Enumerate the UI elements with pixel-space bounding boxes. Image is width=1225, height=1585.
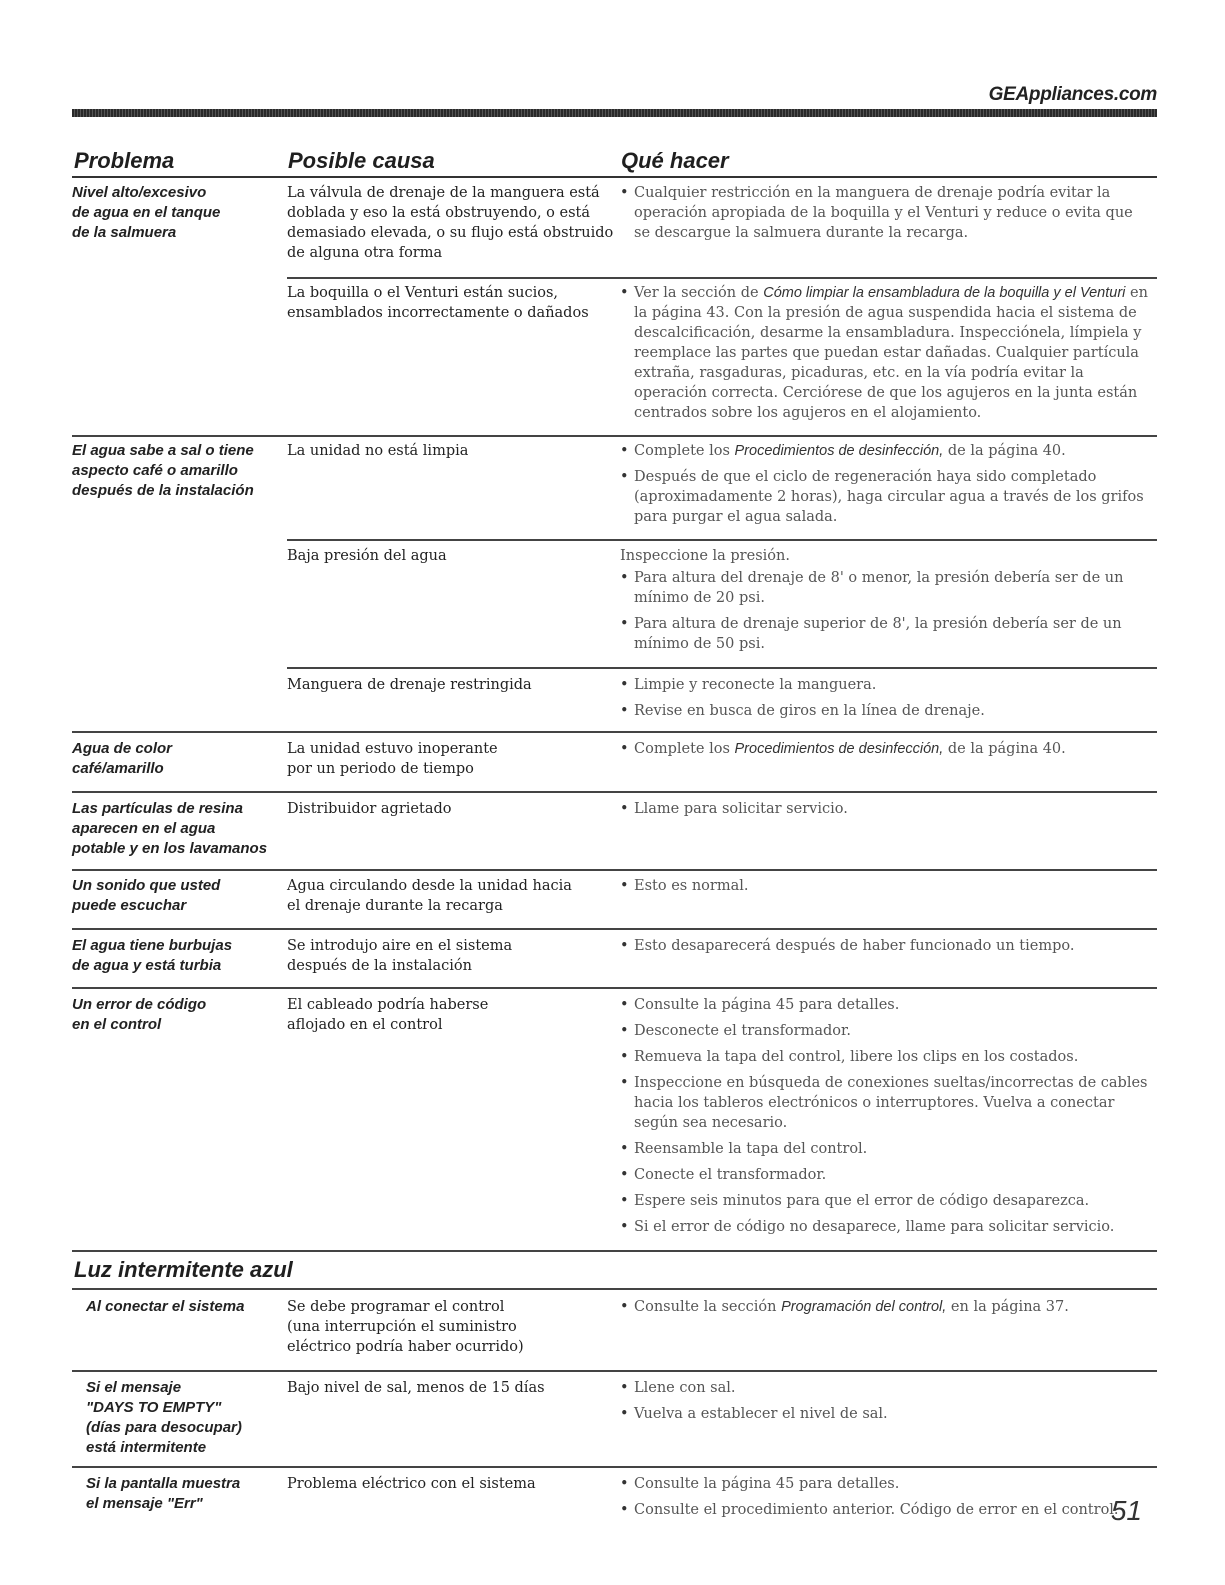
problem-text: Nivel alto/excesivo de agua en el tanque de la salmuera bbox=[72, 184, 221, 241]
fix-item: • Desconecte el transformador. bbox=[620, 1021, 1150, 1041]
fix-list bbox=[620, 675, 1150, 727]
problem-text: Si el mensaje "DAYS TO EMPTY" (días para desocupar) está intermitente bbox=[86, 1379, 242, 1456]
problem-text: Un error de código en el control bbox=[72, 996, 207, 1033]
fix-item: • Consulte el procedimiento anterior. Código de error en el control. bbox=[620, 1500, 1150, 1520]
problem-text: El agua tiene burbujas de agua y está turbia bbox=[72, 937, 233, 974]
row-divider bbox=[287, 539, 1157, 541]
header-cause: Posible causa bbox=[288, 148, 435, 173]
fix-item: • Remueva la tapa del control, libere los clips en los costados. bbox=[620, 1047, 1150, 1067]
problem-text: Al conectar el sistema bbox=[86, 1298, 245, 1315]
fix-reference: Cómo limpiar la ensambladura de la boquilla y el Venturi bbox=[763, 285, 1126, 301]
problem-text: Un sonido que usted puede escuchar bbox=[72, 877, 221, 914]
fix-list bbox=[620, 546, 1150, 660]
fix-item: • Esto es normal. bbox=[620, 876, 1150, 896]
cause-text: Manguera de drenaje restringida bbox=[287, 677, 532, 693]
row-divider bbox=[72, 1370, 1157, 1372]
row-divider bbox=[72, 731, 1157, 733]
fix-item: • Esto desaparecerá después de haber funcionado un tiempo. bbox=[620, 936, 1150, 956]
cause-text: Distribuidor agrietado bbox=[287, 801, 452, 817]
fix-item: • Inspeccione en búsqueda de conexiones sueltas/incorrectas de cables hacia los tableros electrónicos o interruptores. Vuelva a conectar según sea necesario. bbox=[620, 1073, 1150, 1133]
row-divider bbox=[72, 987, 1157, 989]
problem-text: Las partículas de resina aparecen en el agua potable y en los lavamanos bbox=[72, 800, 268, 857]
cause-text: Se introdujo aire en el sistema después de la instalación bbox=[287, 938, 513, 974]
section-divider bbox=[72, 1250, 1157, 1252]
column-header-rule bbox=[72, 176, 1157, 178]
header-fix: Qué hacer bbox=[621, 148, 729, 173]
fix-item: • Para altura de drenaje superior de 8', la presión debería ser de un mínimo de 50 psi. bbox=[620, 614, 1150, 654]
fix-list bbox=[620, 799, 1150, 825]
problem-text: El agua sabe a sal o tiene aspecto café o amarillo después de la instalación bbox=[72, 442, 254, 499]
fix-list bbox=[620, 1474, 1150, 1526]
fix-list bbox=[620, 1297, 1150, 1323]
fix-item: • Consulte la sección Programación del control, en la página 37. bbox=[620, 1297, 1150, 1317]
cause-text: El cableado podría haberse aflojado en el control bbox=[287, 997, 489, 1033]
row-divider bbox=[287, 277, 1157, 279]
fix-item: • Llene con sal. bbox=[620, 1378, 1150, 1398]
header-problem: Problema bbox=[74, 148, 175, 173]
row-divider bbox=[72, 791, 1157, 793]
cause-text: Baja presión del agua bbox=[287, 548, 447, 564]
fix-list bbox=[620, 936, 1150, 962]
cause-text: Problema eléctrico con el sistema bbox=[287, 1476, 536, 1492]
cause-text: Agua circulando desde la unidad hacia el drenaje durante la recarga bbox=[287, 878, 572, 914]
site-url: GEAppliances.com bbox=[988, 84, 1157, 105]
page-number: 51 bbox=[1110, 1495, 1142, 1526]
fix-item: • Consulte la página 45 para detalles. bbox=[620, 1474, 1150, 1494]
cause-text: Bajo nivel de sal, menos de 15 días bbox=[287, 1380, 545, 1396]
row-divider bbox=[72, 869, 1157, 871]
fix-item: • Espere seis minutos para que el error de código desaparezca. bbox=[620, 1191, 1150, 1211]
problem-text: Si la pantalla muestra el mensaje "Err" bbox=[86, 1475, 241, 1512]
fix-item: • Cualquier restricción en la manguera de drenaje podría evitar la operación apropiada de la boquilla y el Venturi y reduce o evita que se descargue la salmuera durante la recarga. bbox=[620, 183, 1150, 243]
fix-item: • Si el error de código no desaparece, llame para solicitar servicio. bbox=[620, 1217, 1150, 1237]
cause-text: La unidad estuvo inoperante por un periodo de tiempo bbox=[287, 741, 498, 777]
section-title-rule bbox=[72, 1288, 1157, 1290]
row-divider bbox=[72, 928, 1157, 930]
fix-item: • Conecte el transformador. bbox=[620, 1165, 1150, 1185]
cause-text: Se debe programar el control (una interrupción el suministro eléctrico podría haber ocurrido) bbox=[287, 1299, 524, 1355]
problem-text: Agua de color café/amarillo bbox=[72, 740, 173, 777]
fix-item: • Revise en busca de giros en la línea de drenaje. bbox=[620, 701, 1150, 721]
row-divider bbox=[287, 667, 1157, 669]
fix-item: • Después de que el ciclo de regeneración haya sido completado (aproximadamente 2 horas), haga circular agua a través de los grifos para purgar el agua salada. bbox=[620, 467, 1150, 527]
fix-reference: Programación del control, bbox=[781, 1299, 947, 1315]
fix-item: • Complete los Procedimientos de desinfección, de la página 40. bbox=[620, 739, 1150, 759]
fix-list bbox=[620, 1378, 1150, 1430]
fix-item: • Para altura del drenaje de 8' o menor, la presión debería ser de un mínimo de 20 psi. bbox=[620, 568, 1150, 608]
fix-intro: Inspeccione la presión. bbox=[620, 548, 790, 564]
cause-text: La boquilla o el Venturi están sucios, ensamblados incorrectamente o dañados bbox=[287, 285, 589, 321]
fix-list bbox=[620, 283, 1150, 429]
fix-item: • Ver la sección de Cómo limpiar la ensambladura de la boquilla y el Venturi en la página 43. Con la presión de agua suspendida hacia el sistema de descalcificación, desarme la ensambladura. Inspecciónela, límpiela y reemplace las partes que puedan estar dañadas. Cualquier partícula extraña, rasgaduras, picaduras, etc. en la vía podría evitar la operación correcta. Cerciórese de que los agujeros en la junta están centrados sobre los agujeros en el alojamiento. bbox=[620, 283, 1150, 423]
fix-item: • Vuelva a establecer el nivel de sal. bbox=[620, 1404, 1150, 1424]
header-rule bbox=[72, 109, 1157, 117]
fix-reference: Procedimientos de desinfección, bbox=[734, 443, 944, 459]
fix-item: • Limpie y reconecte la manguera. bbox=[620, 675, 1150, 695]
fix-list bbox=[620, 739, 1150, 765]
fix-list bbox=[620, 876, 1150, 902]
fix-list bbox=[620, 995, 1150, 1243]
fix-list bbox=[620, 441, 1150, 533]
row-divider bbox=[72, 1466, 1157, 1468]
row-divider bbox=[72, 435, 1157, 437]
fix-item: • Consulte la página 45 para detalles. bbox=[620, 995, 1150, 1015]
fix-reference: Procedimientos de desinfección, bbox=[734, 741, 944, 757]
section-title: Luz intermitente azul bbox=[74, 1257, 293, 1282]
fix-item: • Complete los Procedimientos de desinfección, de la página 40. bbox=[620, 441, 1150, 461]
cause-text: La unidad no está limpia bbox=[287, 443, 469, 459]
fix-item: • Reensamble la tapa del control. bbox=[620, 1139, 1150, 1159]
fix-list bbox=[620, 183, 1150, 249]
fix-item: • Llame para solicitar servicio. bbox=[620, 799, 1150, 819]
cause-text: La válvula de drenaje de la manguera está doblada y eso la está obstruyendo, o está demasiado elevada, o su flujo está obstruido de alguna otra forma bbox=[287, 185, 614, 261]
